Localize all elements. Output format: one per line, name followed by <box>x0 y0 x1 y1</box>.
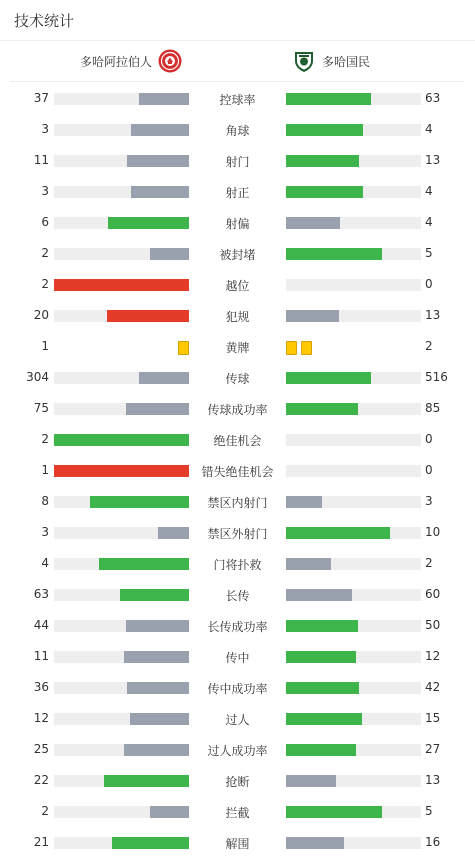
stat-row <box>0 176 475 207</box>
away-bar-fill <box>286 806 382 818</box>
yellow-card-icon <box>286 341 297 355</box>
home-bar-fill <box>107 310 189 322</box>
home-bar-fill <box>112 837 189 849</box>
home-value: 36 <box>33 680 49 694</box>
away-bar-track <box>286 93 421 105</box>
away-bar-track <box>286 186 421 198</box>
home-value: 44 <box>33 618 49 632</box>
away-team-logo-icon <box>292 49 316 73</box>
away-value: 0 <box>425 463 433 477</box>
stat-row <box>0 300 475 331</box>
away-value: 13 <box>425 308 441 322</box>
home-team[interactable] <box>80 49 182 73</box>
stat-row <box>0 672 475 703</box>
away-value: 42 <box>425 680 441 694</box>
away-bar-fill <box>286 93 371 105</box>
away-value: 4 <box>425 184 433 198</box>
home-bar-track <box>54 651 189 663</box>
away-bar-fill <box>286 651 356 663</box>
home-value: 2 <box>41 246 49 260</box>
away-bar-fill <box>286 558 331 570</box>
stat-row <box>0 827 475 858</box>
home-value: 75 <box>33 401 49 415</box>
home-bar-fill <box>54 465 189 477</box>
away-bar-track <box>286 682 421 694</box>
home-value: 63 <box>33 587 49 601</box>
home-team-logo-icon <box>158 49 182 73</box>
away-bar-fill <box>286 775 336 787</box>
away-bar-track <box>286 124 421 136</box>
home-bar-track <box>54 248 189 260</box>
home-bar-track <box>54 775 189 787</box>
away-bar-fill <box>286 186 363 198</box>
stat-label: 门将扑救 <box>213 558 262 572</box>
stat-label: 被封堵 <box>219 248 256 262</box>
away-value: 60 <box>425 587 441 601</box>
away-value: 4 <box>425 215 433 229</box>
home-bar-track <box>54 124 189 136</box>
stat-label: 犯规 <box>225 310 250 324</box>
teams-row <box>10 41 465 82</box>
stat-row <box>0 114 475 145</box>
home-bar-fill <box>54 434 189 446</box>
home-bar-track <box>54 806 189 818</box>
home-bar-track <box>54 744 189 756</box>
away-bar-fill <box>286 682 359 694</box>
home-value: 2 <box>41 432 49 446</box>
stat-label: 传中成功率 <box>207 682 268 696</box>
away-value: 2 <box>425 556 433 570</box>
home-value: 12 <box>33 711 49 725</box>
away-value: 27 <box>425 742 441 756</box>
header <box>0 0 475 41</box>
home-bar-fill <box>150 248 189 260</box>
home-value: 3 <box>41 184 49 198</box>
stat-label: 错失绝佳机会 <box>201 465 274 479</box>
home-bar-fill <box>127 682 189 694</box>
home-bar-track <box>54 403 189 415</box>
home-bar-track <box>54 186 189 198</box>
away-bar-track <box>286 775 421 787</box>
stat-row <box>0 796 475 827</box>
home-bar-track <box>54 279 189 291</box>
away-bar-fill <box>286 155 359 167</box>
stat-row <box>0 579 475 610</box>
away-bar-fill <box>286 403 358 415</box>
away-bar-fill <box>286 744 356 756</box>
away-bar-track <box>286 589 421 601</box>
home-value: 1 <box>41 339 49 353</box>
home-bar-fill <box>54 279 189 291</box>
stat-label: 拦截 <box>225 806 250 820</box>
stat-label: 解围 <box>225 837 250 851</box>
home-bar-fill <box>127 155 189 167</box>
stat-label: 传球成功率 <box>207 403 268 417</box>
away-team-name: 多哈国民 <box>322 54 371 69</box>
home-bar-fill <box>124 744 189 756</box>
stat-label: 过人成功率 <box>207 744 268 758</box>
stat-row <box>0 765 475 796</box>
away-bar-track <box>286 403 421 415</box>
stat-label: 射正 <box>225 186 250 200</box>
home-bar-track <box>54 155 189 167</box>
away-value: 13 <box>425 153 441 167</box>
home-value: 2 <box>41 804 49 818</box>
away-bar-track <box>286 713 421 725</box>
stat-row <box>0 238 475 269</box>
home-bar-fill <box>90 496 189 508</box>
stat-row <box>0 424 475 455</box>
home-value: 3 <box>41 122 49 136</box>
away-bar-track <box>286 806 421 818</box>
away-bar-track <box>286 558 421 570</box>
away-bar-track <box>286 434 421 446</box>
home-bar-fill <box>158 527 189 539</box>
stat-label: 禁区内射门 <box>207 496 268 510</box>
away-value: 3 <box>425 494 433 508</box>
yellow-card-icon <box>178 341 189 355</box>
page-title: 技术统计 <box>14 11 75 30</box>
away-bar-track <box>286 155 421 167</box>
away-bar-track <box>286 217 421 229</box>
home-value: 304 <box>26 370 49 384</box>
home-bar-track <box>54 620 189 632</box>
stat-row <box>0 145 475 176</box>
home-value: 4 <box>41 556 49 570</box>
home-value: 37 <box>33 91 49 105</box>
away-bar-track <box>286 279 421 291</box>
home-value: 20 <box>33 308 49 322</box>
stat-label: 越位 <box>225 279 250 293</box>
away-bar-track <box>286 248 421 260</box>
stat-label: 过人 <box>225 713 250 727</box>
stat-label: 射偏 <box>225 217 250 231</box>
away-value: 4 <box>425 122 433 136</box>
home-bar-track <box>54 93 189 105</box>
home-bar-fill <box>126 620 189 632</box>
away-cards <box>286 341 312 354</box>
away-bar-track <box>286 620 421 632</box>
home-bar-fill <box>124 651 189 663</box>
away-value: 50 <box>425 618 441 632</box>
home-bar-fill <box>131 124 189 136</box>
home-bar-track <box>54 217 189 229</box>
home-bar-track <box>54 713 189 725</box>
stat-row <box>0 393 475 424</box>
away-bar-fill <box>286 372 371 384</box>
stat-row <box>0 269 475 300</box>
home-bar-track <box>54 372 189 384</box>
home-value: 21 <box>33 835 49 849</box>
stat-row <box>0 331 475 362</box>
away-bar-fill <box>286 713 362 725</box>
home-value: 2 <box>41 277 49 291</box>
home-bar-fill <box>99 558 189 570</box>
stat-row <box>0 610 475 641</box>
home-bar-track <box>54 558 189 570</box>
stat-label: 传中 <box>225 651 250 665</box>
away-bar-track <box>286 527 421 539</box>
away-bar-fill <box>286 124 363 136</box>
away-value: 5 <box>425 246 433 260</box>
home-bar-fill <box>120 589 189 601</box>
home-bar-fill <box>108 217 189 229</box>
away-bar-track <box>286 651 421 663</box>
stat-label: 长传成功率 <box>207 620 268 634</box>
home-bar-fill <box>139 93 189 105</box>
stat-row <box>0 207 475 238</box>
stat-row <box>0 455 475 486</box>
stat-label: 传球 <box>225 372 250 386</box>
stat-label: 抢断 <box>225 775 250 789</box>
away-value: 12 <box>425 649 441 663</box>
away-bar-track <box>286 837 421 849</box>
away-bar-fill <box>286 217 340 229</box>
stat-row <box>0 362 475 393</box>
away-value: 16 <box>425 835 441 849</box>
home-bar-fill <box>150 806 189 818</box>
home-value: 11 <box>33 649 49 663</box>
home-value: 3 <box>41 525 49 539</box>
stat-row <box>0 734 475 765</box>
stat-row <box>0 486 475 517</box>
home-bar-fill <box>139 372 189 384</box>
away-bar-fill <box>286 589 352 601</box>
away-value: 516 <box>425 370 448 384</box>
away-value: 85 <box>425 401 441 415</box>
away-bar-track <box>286 744 421 756</box>
away-bar-fill <box>286 620 358 632</box>
away-bar-track <box>286 310 421 322</box>
stat-row <box>0 548 475 579</box>
away-value: 15 <box>425 711 441 725</box>
stat-label: 角球 <box>225 124 250 138</box>
stat-label: 黄牌 <box>225 341 250 355</box>
home-bar-track <box>54 682 189 694</box>
stat-row <box>0 703 475 734</box>
away-bar-fill <box>286 837 344 849</box>
stat-label: 长传 <box>225 589 250 603</box>
home-value: 1 <box>41 463 49 477</box>
away-team[interactable] <box>292 49 370 73</box>
home-bar-fill <box>130 713 189 725</box>
home-bar-fill <box>104 775 189 787</box>
home-bar-fill <box>126 403 189 415</box>
away-bar-track <box>286 372 421 384</box>
home-bar-track <box>54 527 189 539</box>
away-bar-fill <box>286 310 339 322</box>
away-value: 5 <box>425 804 433 818</box>
home-value: 22 <box>33 773 49 787</box>
home-bar-track <box>54 310 189 322</box>
stat-label: 绝佳机会 <box>213 434 262 448</box>
away-value: 63 <box>425 91 441 105</box>
away-value: 0 <box>425 277 433 291</box>
home-team-name: 多哈阿拉伯人 <box>79 54 152 69</box>
away-value: 10 <box>425 525 441 539</box>
home-value: 25 <box>33 742 49 756</box>
home-value: 6 <box>41 215 49 229</box>
home-bar-track <box>54 465 189 477</box>
stat-label: 禁区外射门 <box>207 527 268 541</box>
away-value: 2 <box>425 339 433 353</box>
home-value: 11 <box>33 153 49 167</box>
away-value: 13 <box>425 773 441 787</box>
home-value: 8 <box>41 494 49 508</box>
away-bar-fill <box>286 527 390 539</box>
stat-row <box>0 641 475 672</box>
stat-row <box>0 83 475 114</box>
away-value: 0 <box>425 432 433 446</box>
stat-row <box>0 517 475 548</box>
home-bar-track <box>54 589 189 601</box>
home-cards <box>178 341 189 354</box>
away-bar-fill <box>286 248 382 260</box>
yellow-card-icon <box>301 341 312 355</box>
away-bar-fill <box>286 496 322 508</box>
home-bar-track <box>54 837 189 849</box>
home-bar-track <box>54 434 189 446</box>
home-bar-track <box>54 496 189 508</box>
stat-label: 射门 <box>225 155 250 169</box>
away-bar-track <box>286 496 421 508</box>
stat-label: 控球率 <box>219 93 256 107</box>
home-bar-fill <box>131 186 189 198</box>
away-bar-track <box>286 465 421 477</box>
